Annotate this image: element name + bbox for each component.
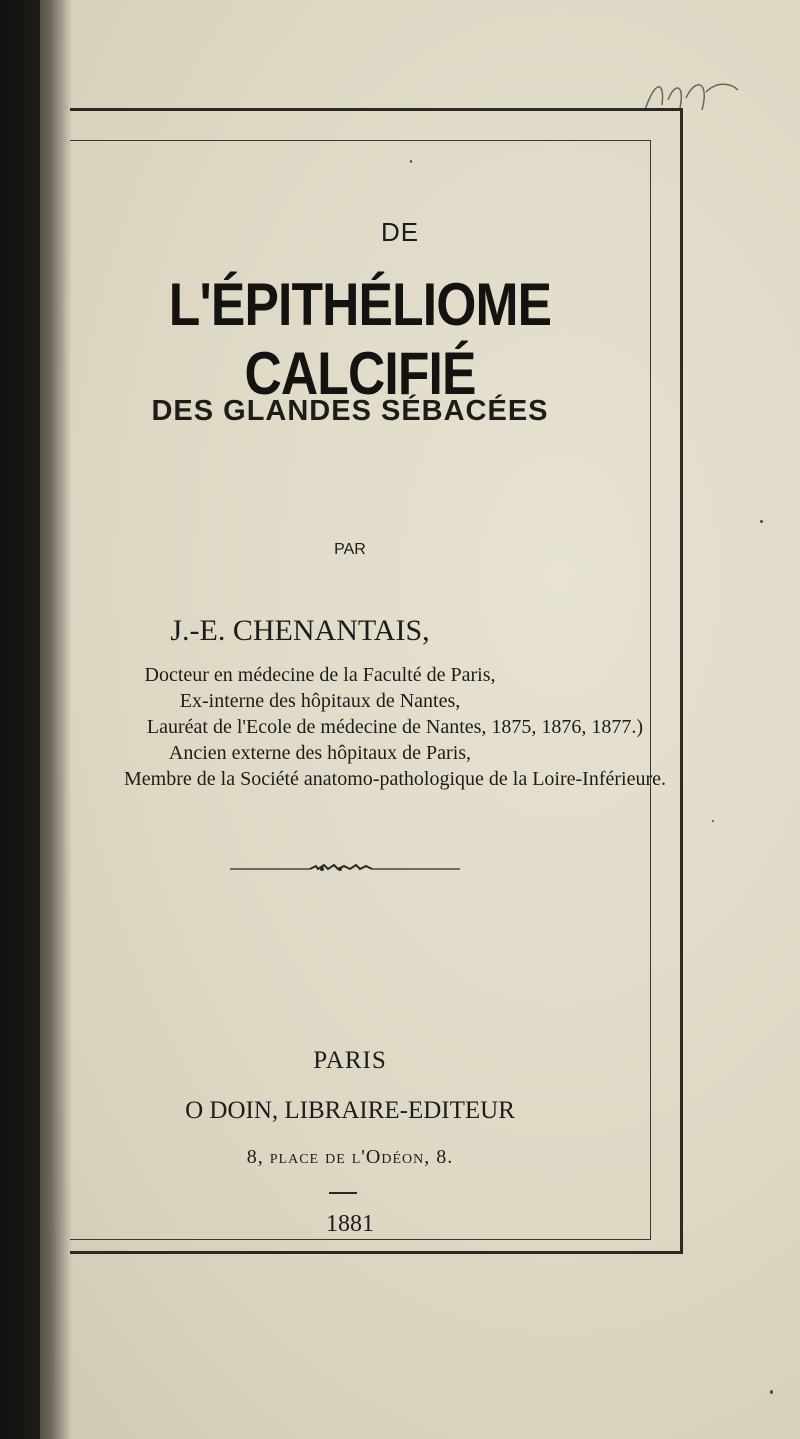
credential-line: Lauréat de l'Ecole de médecine de Nantes, 1875, 1876, 1877.) — [146, 716, 644, 738]
ornamental-rule — [230, 863, 460, 875]
pre-title: DE — [380, 217, 420, 247]
credential-line: Ancien externe des hôpitaux de Paris, — [168, 742, 472, 764]
subtitle: DES GLANDES SÉBACÉES — [151, 395, 549, 427]
paper-speck — [410, 160, 412, 163]
credential-line: Ex-interne des hôpitaux de Nantes, — [179, 690, 461, 712]
publication-city: PARIS — [313, 1047, 387, 1074]
author-name: J.-E. CHENANTAIS, — [170, 614, 430, 647]
paper-speck — [712, 820, 714, 822]
paper-speck — [760, 520, 763, 523]
publisher-address: 8, place de l'Odéon, 8. — [246, 1146, 454, 1168]
short-rule — [329, 1192, 357, 1194]
paper-speck — [770, 1390, 773, 1394]
credential-line: Membre de la Société anatomo-pathologique de la Loire-Inférieure. — [124, 768, 666, 790]
credential-line: Docteur en médecine de la Faculté de Paris, — [144, 664, 496, 686]
by-line: PAR — [334, 541, 366, 558]
main-title: L'ÉPITHÉLIOME CALCIFIÉ — [168, 271, 552, 407]
publisher-name: O DOIN, LIBRAIRE-EDITEUR — [185, 1097, 515, 1124]
publication-year: 1881 — [326, 1211, 374, 1237]
